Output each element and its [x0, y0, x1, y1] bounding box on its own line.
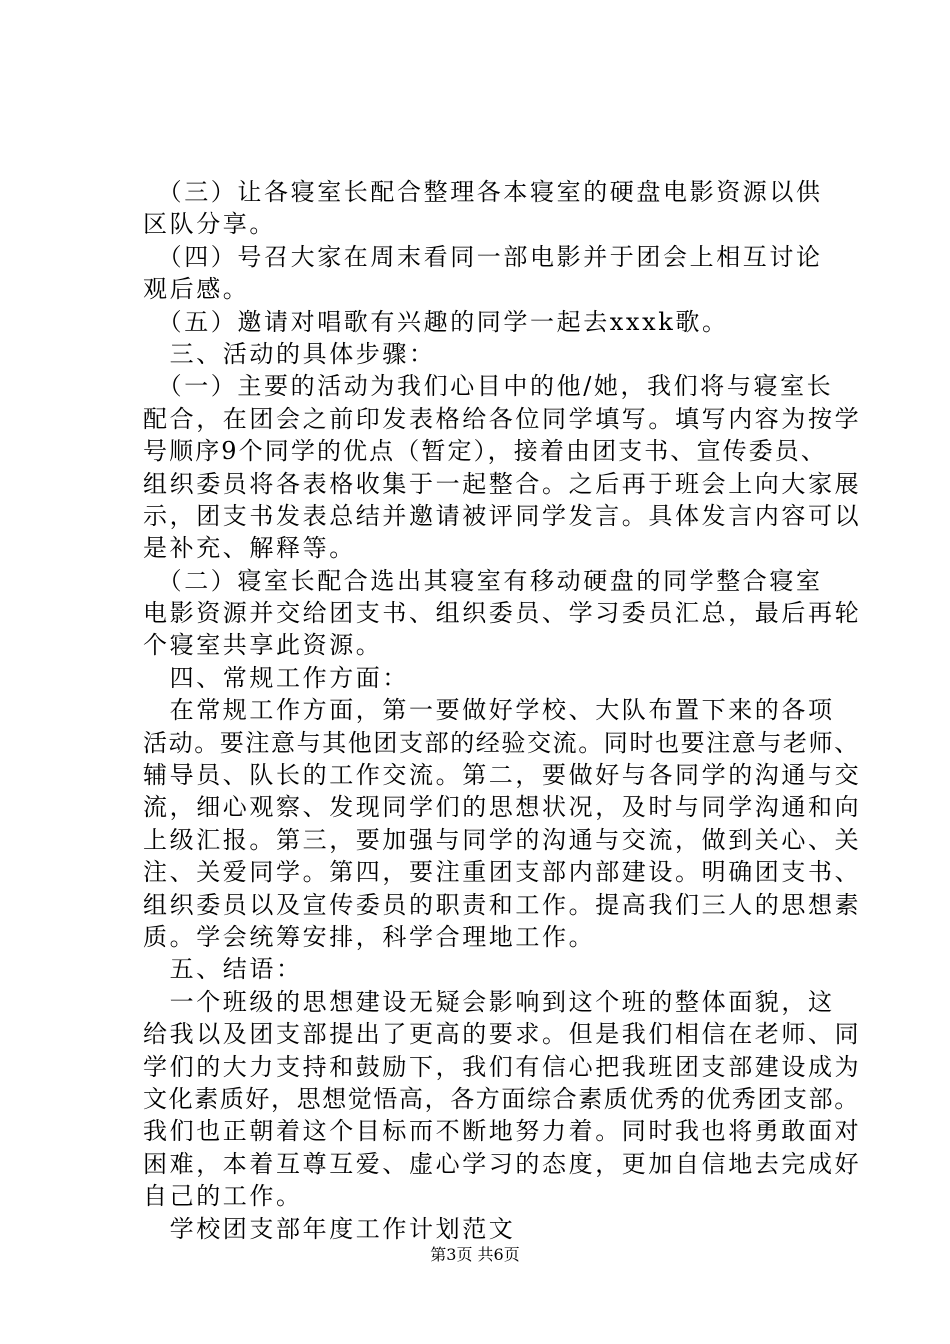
paragraph-line: 组织委员以及宣传委员的职责和工作。提高我们三人的思想素 — [143, 890, 862, 919]
paragraph-line: 辅导员、队长的工作交流。第二，要做好与各同学的沟通与交 — [143, 761, 862, 790]
paragraph-line: 一个班级的思想建设无疑会影响到这个班的整体面貌，这 — [143, 987, 835, 1016]
paragraph-line: 示，团支书发表总结并邀请被评同学发言。具体发言内容可以 — [143, 501, 862, 530]
document-body — [143, 176, 862, 1245]
paragraph-line: （五）邀请对唱歌有兴趣的同学一起去xxxk歌。 — [143, 307, 729, 336]
page-number-footer: 第3页 共6页 — [430, 1245, 520, 1264]
paragraph-line: 活动。要注意与其他团支部的经验交流。同时也要注意与老师、 — [143, 728, 860, 757]
paragraph-line: 我们也正朝着这个目标而不断地努力着。同时我也将勇敢面对 — [143, 1117, 862, 1146]
paragraph-line: （三）让各寝室长配合整理各本寝室的硬盘电影资源以供 — [143, 178, 823, 206]
paragraph-line: 质。学会统筹安排，科学合理地工作。 — [143, 922, 596, 951]
paragraph-line: 困难，本着互尊互爱、虚心学习的态度，更加自信地去完成好 — [143, 1149, 862, 1178]
paragraph-line: 是补充、解释等。 — [143, 534, 356, 563]
paragraph-line: 上级汇报。第三，要加强与同学的沟通与交流，做到关心、关 — [143, 825, 862, 854]
paragraph-line: 给我以及团支部提出了更高的要求。但是我们相信在老师、同 — [143, 1020, 862, 1049]
paragraph-line: （二）寝室长配合选出其寝室有移动硬盘的同学整合寝室 — [143, 566, 823, 595]
paragraph-line: 组织委员将各表格收集于一起整合。之后再于班会上向大家展 — [143, 469, 862, 498]
paragraph-line: 号顺序9个同学的优点（暂定），接着由团支书、宣传委员、 — [143, 437, 827, 466]
paragraph-line: 个寝室共享此资源。 — [143, 631, 383, 660]
paragraph-line: 电影资源并交给团支书、组织委员、学习委员汇总，最后再轮 — [143, 599, 862, 628]
paragraph-line: 自己的工作。 — [143, 1182, 303, 1211]
section-heading: 五、结语： — [143, 955, 303, 984]
paragraph-line: 配合，在团会之前印发表格给各位同学填写。填写内容为按学 — [143, 404, 862, 433]
section-heading: 三、活动的具体步骤： — [143, 339, 436, 368]
paragraph-line: （四）号召大家在周末看同一部电影并于团会上相互讨论 — [143, 242, 823, 271]
paragraph-line: 在常规工作方面，第一要做好学校、大队布置下来的各项 — [143, 696, 835, 725]
section-heading: 四、常规工作方面： — [143, 663, 409, 692]
paragraph-line: 流，细心观察、发现同学们的思想状况，及时与同学沟通和向 — [143, 793, 862, 822]
paragraph-line: 观后感。 — [143, 275, 250, 304]
paragraph-line: 注、关爱同学。第四，要注重团支部内部建设。明确团支书、 — [143, 858, 862, 887]
paragraph-line: 学们的大力支持和鼓励下，我们有信心把我班团支部建设成为 — [143, 1052, 862, 1081]
document-title-line: 学校团支部年度工作计划范文 — [143, 1214, 516, 1243]
paragraph-line: 区队分享。 — [143, 210, 276, 239]
paragraph-line: （一）主要的活动为我们心目中的他/她，我们将与寝室长 — [143, 372, 834, 401]
paragraph-line: 文化素质好，思想觉悟高，各方面综合素质优秀的优秀团支部。 — [143, 1084, 860, 1113]
